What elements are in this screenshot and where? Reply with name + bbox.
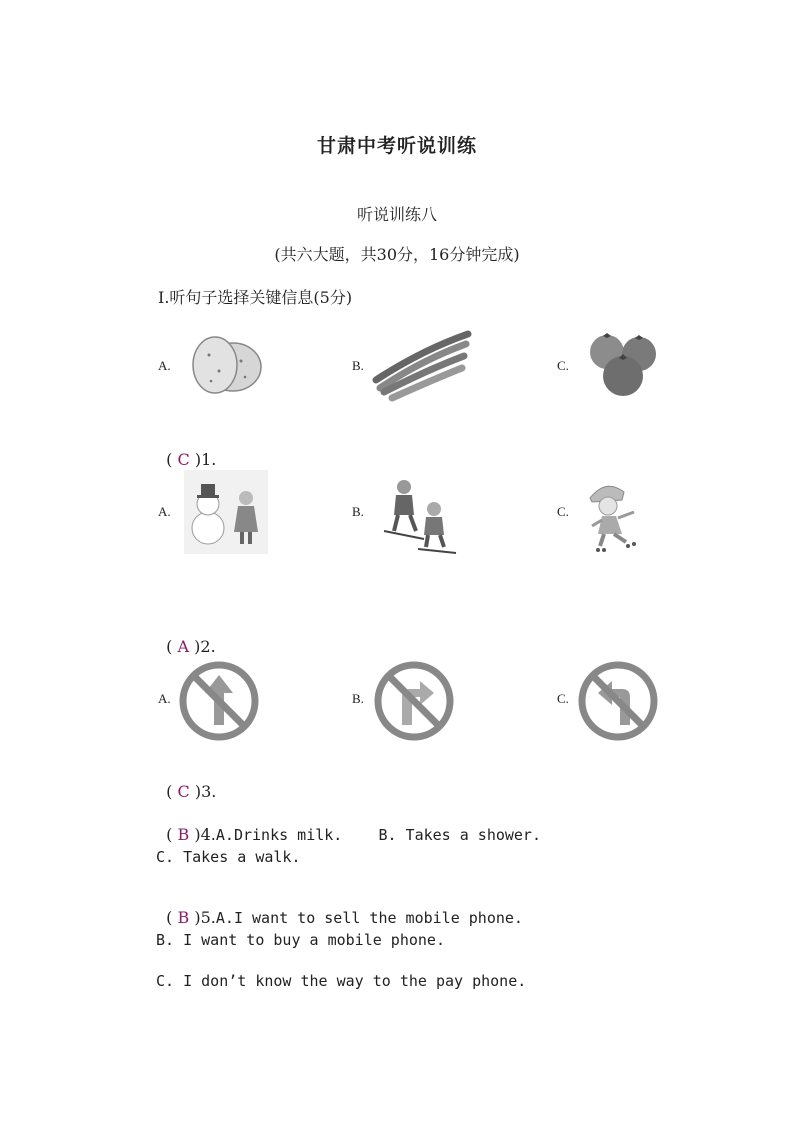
question-5: ( B )5.A.I want to sell the mobile phone. xyxy=(166,908,523,927)
tomatoes-icon xyxy=(583,330,665,400)
option-label-a: A. xyxy=(158,358,171,373)
question-5-option-a: A.I want to sell the mobile phone. xyxy=(215,909,523,927)
section-title: Ⅰ.听句子选择关键信息(5分) xyxy=(158,288,353,307)
question-1: ( C )1. xyxy=(166,450,217,469)
option-label-b: B. xyxy=(352,504,364,519)
roller-skating-girl-icon xyxy=(582,478,652,554)
option-label-b: B. xyxy=(352,358,364,373)
exam-note: (共六大题，共30分，16分钟完成) xyxy=(274,245,520,264)
question-3: ( C )3. xyxy=(166,782,217,801)
question-4-option-c: C. Takes a walk. xyxy=(156,848,301,866)
question-5-option-c: C. I don’t know the way to the pay phone. xyxy=(156,972,527,990)
option-label-c: C. xyxy=(557,358,569,373)
no-right-turn-sign-icon xyxy=(374,661,454,741)
page-subtitle: 听说训练八 xyxy=(356,205,437,224)
option-label-b: B. xyxy=(352,691,364,706)
option-label-a: A. xyxy=(158,691,171,706)
answer-3: C xyxy=(177,782,190,801)
potato-icon xyxy=(183,333,263,397)
question-5-option-b: B. I want to buy a mobile phone. xyxy=(156,931,445,949)
question-4: ( B )4.A.Drinks milk. B. Takes a shower. xyxy=(166,825,541,844)
no-straight-sign-icon xyxy=(179,661,259,741)
page-title: 甘肃中考听说训练 xyxy=(316,135,477,157)
skiing-kids-icon xyxy=(378,475,458,555)
question-2: ( A )2. xyxy=(166,637,216,656)
no-left-turn-sign-icon xyxy=(578,661,658,741)
green-beans-icon xyxy=(372,330,472,402)
answer-2: A xyxy=(177,637,190,656)
question-4-options-ab: A.Drinks milk. B. Takes a shower. xyxy=(215,826,541,844)
option-label-c: C. xyxy=(557,504,569,519)
answer-5: B xyxy=(177,908,190,927)
option-label-a: A. xyxy=(158,504,171,519)
answer-4: B xyxy=(177,825,190,844)
answer-1: C xyxy=(177,450,190,469)
snowman-kids-icon xyxy=(184,470,268,554)
option-label-c: C. xyxy=(557,691,569,706)
